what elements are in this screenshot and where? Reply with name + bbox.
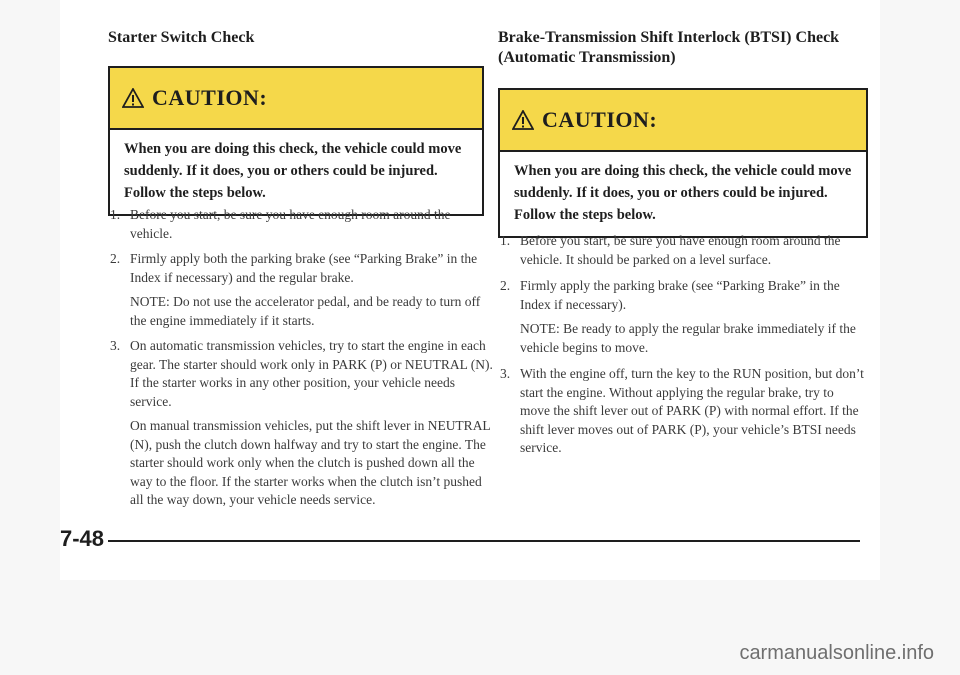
step-note: On manual transmission vehicles, put the shift lever in NEUTRAL (N), push the clutch down halfway and try to start the engine. The starter should work only when the clutch is pushed down all the way to the floor. If the starter works when the clutch isn’t pushed all the way down, your vehicle needs service.: [130, 418, 491, 507]
step-note: NOTE: Do not use the accelerator pedal, and be ready to turn off the engine immediately if it starts.: [130, 294, 481, 328]
list-item: [110, 206, 495, 243]
manual-page: [60, 0, 880, 580]
warning-triangle-icon: [512, 110, 534, 130]
warning-triangle-icon: [122, 88, 144, 108]
caution-label: CAUTION:: [542, 107, 658, 132]
list-item: [110, 337, 495, 510]
list-item: [110, 250, 495, 330]
btsi-steps-list: [500, 232, 865, 458]
footer-rule: [108, 540, 860, 542]
btsi-caution-box: [498, 88, 868, 238]
starter-switch-title: Starter Switch Check: [108, 29, 255, 46]
list-item: [500, 365, 865, 458]
starter-steps-list: [110, 206, 495, 510]
step-number: 1.: [500, 233, 511, 248]
starter-caution-box: [108, 66, 484, 216]
list-item: [500, 277, 865, 357]
step-number: 2.: [500, 278, 511, 293]
step-text: Firmly apply both the parking brake (see “Parking Brake” in the Index if necessary) and the regular brake.: [130, 251, 478, 285]
caution-header: [110, 68, 482, 130]
caution-header: [500, 90, 866, 152]
caution-text: When you are doing this check, the vehicle could move suddenly. If it does, you or others could be injured. Follow the steps below.: [124, 141, 462, 201]
step-text: Before you start, be sure you have enough room around the vehicle.: [130, 207, 451, 241]
caution-text: When you are doing this check, the vehicle could move suddenly. If it does, you or others could be injured. Follow the steps below.: [514, 163, 852, 223]
step-number: 1.: [110, 207, 121, 222]
step-text: With the engine off, turn the key to the RUN position, but don’t start the engine. Without applying the regular brake, try to move the shift lever out of PARK (P) with normal effort. If the shift lever moves out of PARK (P), your vehicle’s BTSI needs service.: [520, 366, 864, 455]
page-number: 7-48: [60, 526, 105, 551]
btsi-check-title: Brake-Transmission Shift Interlock (BTSI) Check (Automatic Transmission): [498, 29, 840, 66]
caution-label: CAUTION:: [152, 85, 268, 110]
watermark-link[interactable]: carmanualsonline.info: [739, 642, 934, 664]
step-text: Before you start, be sure you have enough room around the vehicle. It should be parked on a level surface.: [520, 233, 841, 267]
step-note: NOTE: Be ready to apply the regular brake immediately if the vehicle begins to move.: [520, 321, 856, 355]
step-number: 3.: [500, 366, 511, 381]
step-text: Firmly apply the parking brake (see “Parking Brake” in the Index if necessary).: [520, 278, 840, 312]
step-number: 3.: [110, 338, 121, 353]
step-text: On automatic transmission vehicles, try to start the engine in each gear. The starter should work only in PARK (P) or NEUTRAL (N). If the starter works in any other position, your vehicle needs service.: [130, 338, 493, 409]
step-number: 2.: [110, 251, 121, 266]
list-item: [500, 232, 865, 269]
